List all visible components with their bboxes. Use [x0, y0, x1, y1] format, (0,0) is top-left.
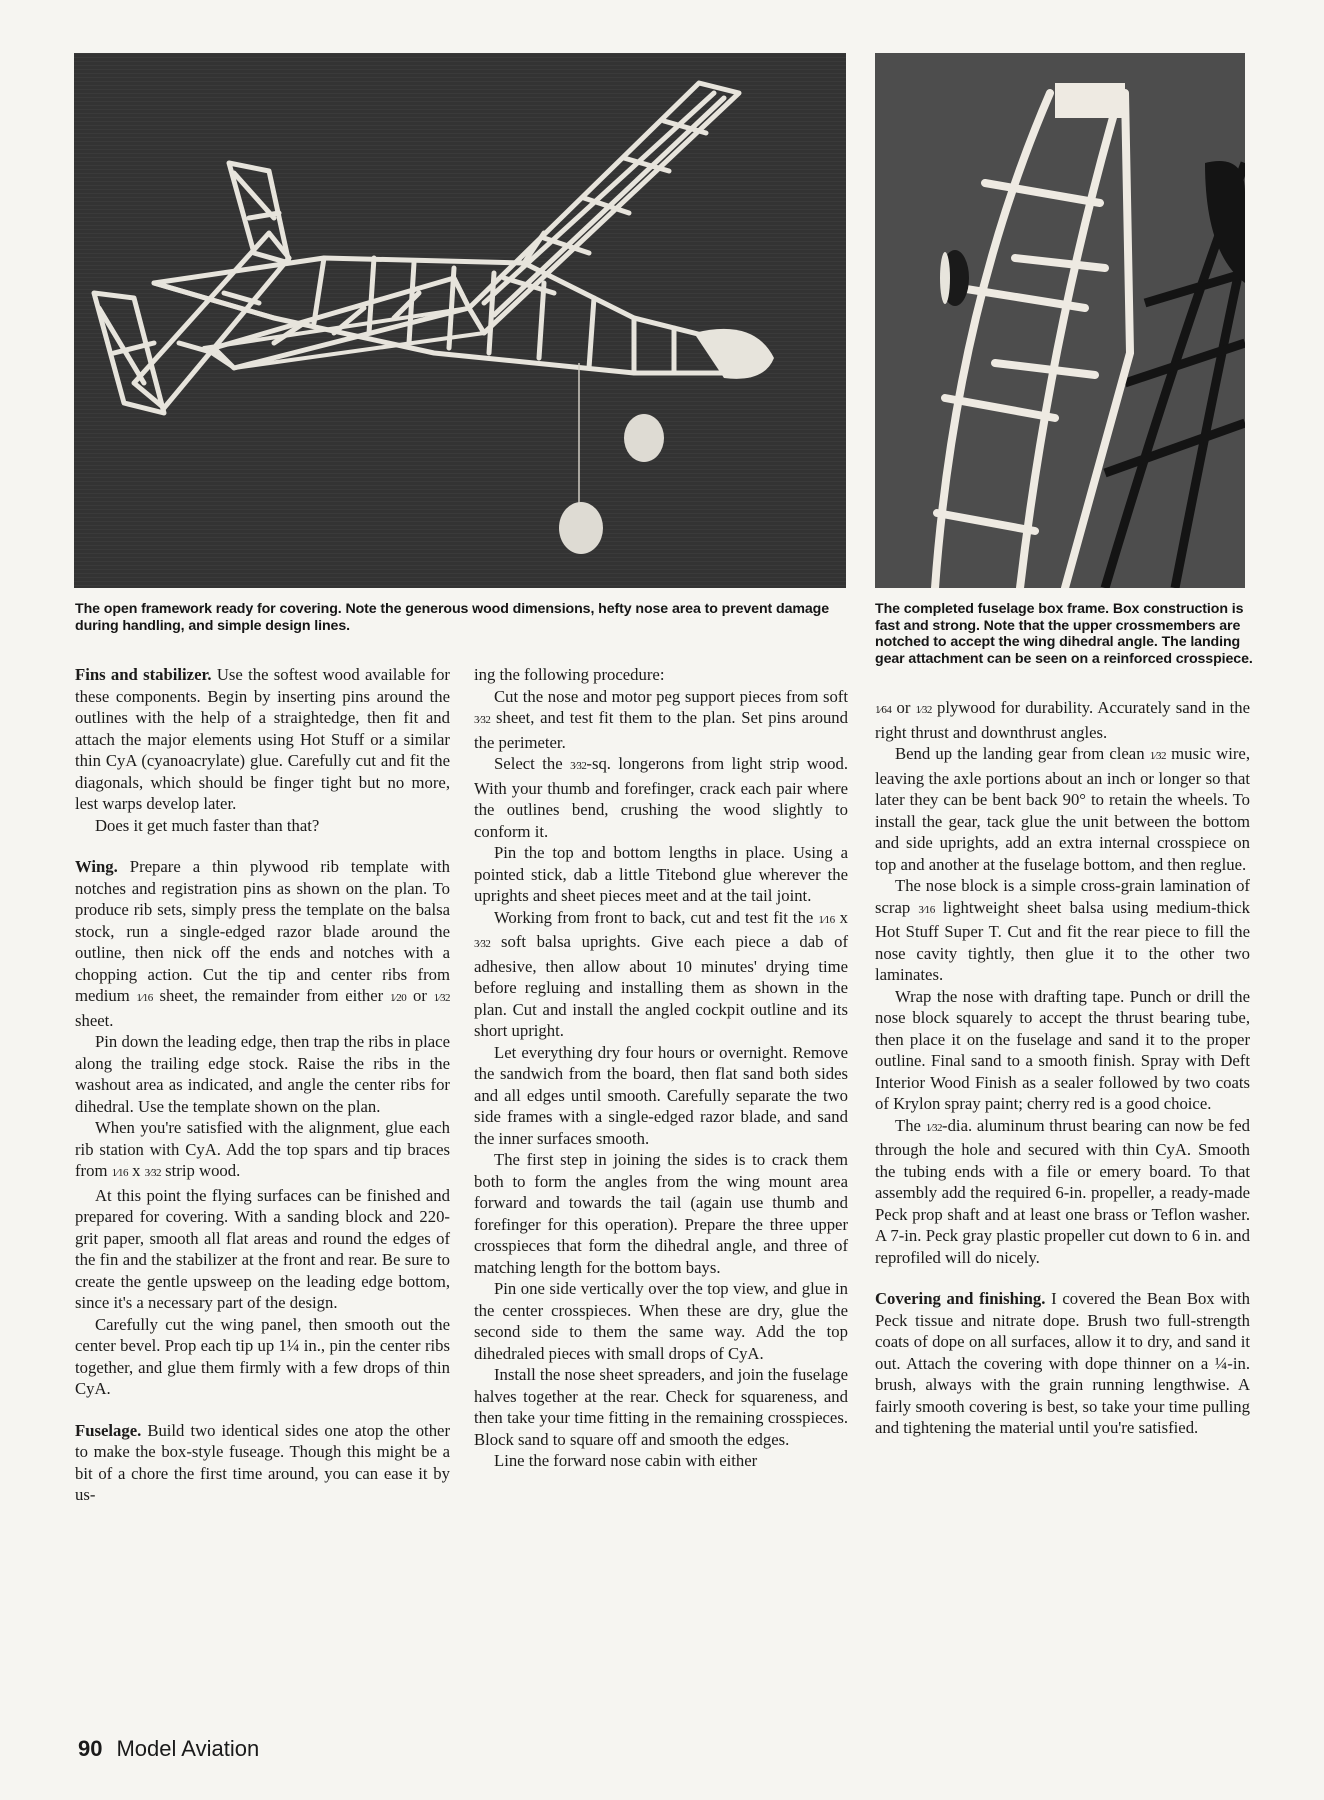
- article-column-1: [75, 664, 450, 1506]
- publication-name: Model Aviation: [116, 1736, 260, 1761]
- paragraph-fins: Fins and stabilizer. Use the softest wood available for these components. Begin by inserting pins around the outlines with the help of a straightedge, then fit and attach the major elements using Hot Stuff or a similar thin CyA (cyanoacrylate) glue. Carefully cut and fit the diagonals, which should be finger tight but no more, lest warps develop later.: [75, 665, 450, 813]
- paragraph: Let everything dry four hours or overnight. Remove the sandwich from the board, then flat sand both sides and all edges until smooth. Carefully separate the two side frames with a single-edged razor blade, and sand the inner surfaces smooth.: [474, 1042, 848, 1148]
- paragraph: Working from front to back, cut and test fit the 1⁄16 x 3⁄32 soft balsa uprights. Give each piece a dab of adhesive, then allow about 10 minutes' drying time before regluing and installing them as shown in the plan. Cut and install the angled cockpit outline and its short upright.: [474, 907, 848, 1040]
- paragraph: The nose block is a simple cross-grain lamination of scrap 3⁄16 lightweight sheet balsa using medium-thick Hot Stuff Super T. Cut and fit the rear piece to fill the nose cavity tightly, then glue it to the other two laminates.: [875, 876, 1250, 984]
- paragraph-covering: Covering and finishing. I covered the Bean Box with Peck tissue and nitrate dope. Brush two full-strength coats of dope on all surfaces, allow it to dry, and sand it out. Attach the covering with dope thinner on a ¼-in. brush, always with the grain running lengthwise. A fairly smooth covering is best, so take your time pulling and tightening the material until you're satisfied.: [875, 1289, 1250, 1437]
- paragraph: Cut the nose and motor peg support pieces from soft 3⁄32 sheet, and test fit them to the plan. Set pins around the perimeter.: [474, 686, 848, 752]
- page-footer: [78, 1736, 259, 1762]
- paragraph: Wrap the nose with drafting tape. Punch or drill the nose block squarely to accept the thrust bearing tube, then place it on the fuselage and sand it to the proper outline. Final sand to a smooth finish. Spray with Deft Interior Wood Finish as a sealer followed by two coats of Krylon spray paint; cherry red is a good choice.: [875, 986, 1250, 1113]
- paragraph: ing the following procedure:: [474, 665, 665, 684]
- article-column-3: [875, 697, 1250, 1439]
- airframe-illustration: [74, 53, 846, 588]
- paragraph: Select the 3⁄32-sq. longerons from light strip wood. With your thumb and forefinger, crack each pair where the outlines bend, crushing the wood slightly to conform it.: [474, 754, 848, 841]
- paragraph: The 1⁄32-dia. aluminum thrust bearing can now be fed through the hole and secured with thin CyA. Smooth the tubing ends with a file or emery board. To that assembly add the required 6-in. propeller, a ready-made Peck prop shaft and at least one brass or Teflon washer. A 7-in. Peck gray plastic propeller cut down to 6 in. and reprofiled will do nicely.: [875, 1115, 1250, 1267]
- paragraph: 1⁄64 or 1⁄32 plywood for durability. Accurately sand in the right thrust and downthrust angles.: [875, 698, 1250, 742]
- section-heading-wing: Wing.: [75, 857, 118, 876]
- paragraph: Does it get much faster than that?: [95, 815, 320, 835]
- photo-airframe: [74, 53, 846, 588]
- paragraph: Pin one side vertically over the top view, and glue in the center crosspieces. When these are dry, glue the second side to them the same way. Add the top dihedraled pieces with small drops of CyA.: [474, 1279, 848, 1363]
- paragraph: Bend up the landing gear from clean 1⁄32 music wire, leaving the axle portions about an inch or longer so that later they can be bent back 90° to retain the wheels. To install the gear, tack glue the unit between the bottom and side uprights, add an extra internal crosspiece on top and another at the fuselage bottom, and then reglue.: [875, 744, 1250, 874]
- paragraph: At this point the flying surfaces can be finished and prepared for covering. With a sanding block and 220-grit paper, smooth all flat areas and round the edges of the fin and the stabilizer at the front and rear. Be sure to create the gentle upsweep on the leading edge bottom, since it's a necessary part of the design.: [75, 1185, 450, 1312]
- page-number: 90: [78, 1736, 103, 1761]
- section-heading-fins: Fins and stabilizer.: [75, 665, 212, 684]
- paragraph-wing: Wing. Prepare a thin plywood rib template with notches and registration pins as shown on the plan. To produce rib sets, simply press the template on the balsa stock, run a single-edged razor blade around the outline, then nick off the ends and notches with a chopping action. Cut the tip and center ribs from medium 1⁄16 sheet, the remainder from either 1⁄20 or 1⁄32 sheet.: [75, 857, 450, 1030]
- paragraph: Pin down the leading edge, then trap the ribs in place along the trailing edge stock. Raise the ribs in the washout area as indicated, and angle the center ribs for dihedral. Use the template shown on the plan.: [75, 1032, 450, 1116]
- paragraph: Install the nose sheet spreaders, and join the fuselage halves together at the rear. Check for squareness, and then take your time fitting in the remaining crosspieces. Block sand to square off and smooth the edges.: [474, 1365, 848, 1449]
- paragraph: When you're satisfied with the alignment, glue each rib station with CyA. Add the top spars and tip braces from 1⁄16 x 3⁄32 strip wood.: [75, 1118, 450, 1180]
- paragraph-fuselage: Fuselage. Build two identical sides one atop the other to make the box-style fuseage. Though this might be a bit of a chore the first time around, you can ease it by us-: [75, 1420, 450, 1504]
- paragraph: Line the forward nose cabin with either: [494, 1451, 758, 1470]
- photo-caption-left: The open framework ready for covering. Note the generous wood dimensions, hefty nose area to prevent damage during handling, and simple design lines.: [75, 601, 830, 634]
- paragraph: Carefully cut the wing panel, then smooth out the center bevel. Prop each tip up 1¼ in., pin the center ribs together, and glue them firmly with a few drops of thin CyA.: [75, 1314, 450, 1398]
- photo-caption-right: The completed fuselage box frame. Box construction is fast and strong. Note that the upper crossmembers are notched to accept the wing dihedral angle. The landing gear attachment can be seen on a reinforced crosspiece.: [875, 601, 1253, 667]
- section-heading-fuselage: Fuselage.: [75, 1420, 142, 1440]
- fuselage-illustration: [875, 53, 1245, 588]
- paragraph: The first step in joining the sides is to crack them both to form the angles from the wing mount area forward and towards the tail (again use thumb and forefinger for this operation). Prepare the three upper crosspieces that form the dihedral angle, and three of matching length for the bottom bays.: [474, 1150, 848, 1277]
- section-heading-covering: Covering and finishing.: [875, 1289, 1046, 1308]
- article-column-2: [474, 664, 848, 1472]
- paragraph: Pin the top and bottom lengths in place. Using a pointed stick, dab a little Titebond glue wherever the uprights and sheet pieces meet and at the tail joint.: [474, 843, 848, 905]
- photo-fuselage-box: [875, 53, 1245, 588]
